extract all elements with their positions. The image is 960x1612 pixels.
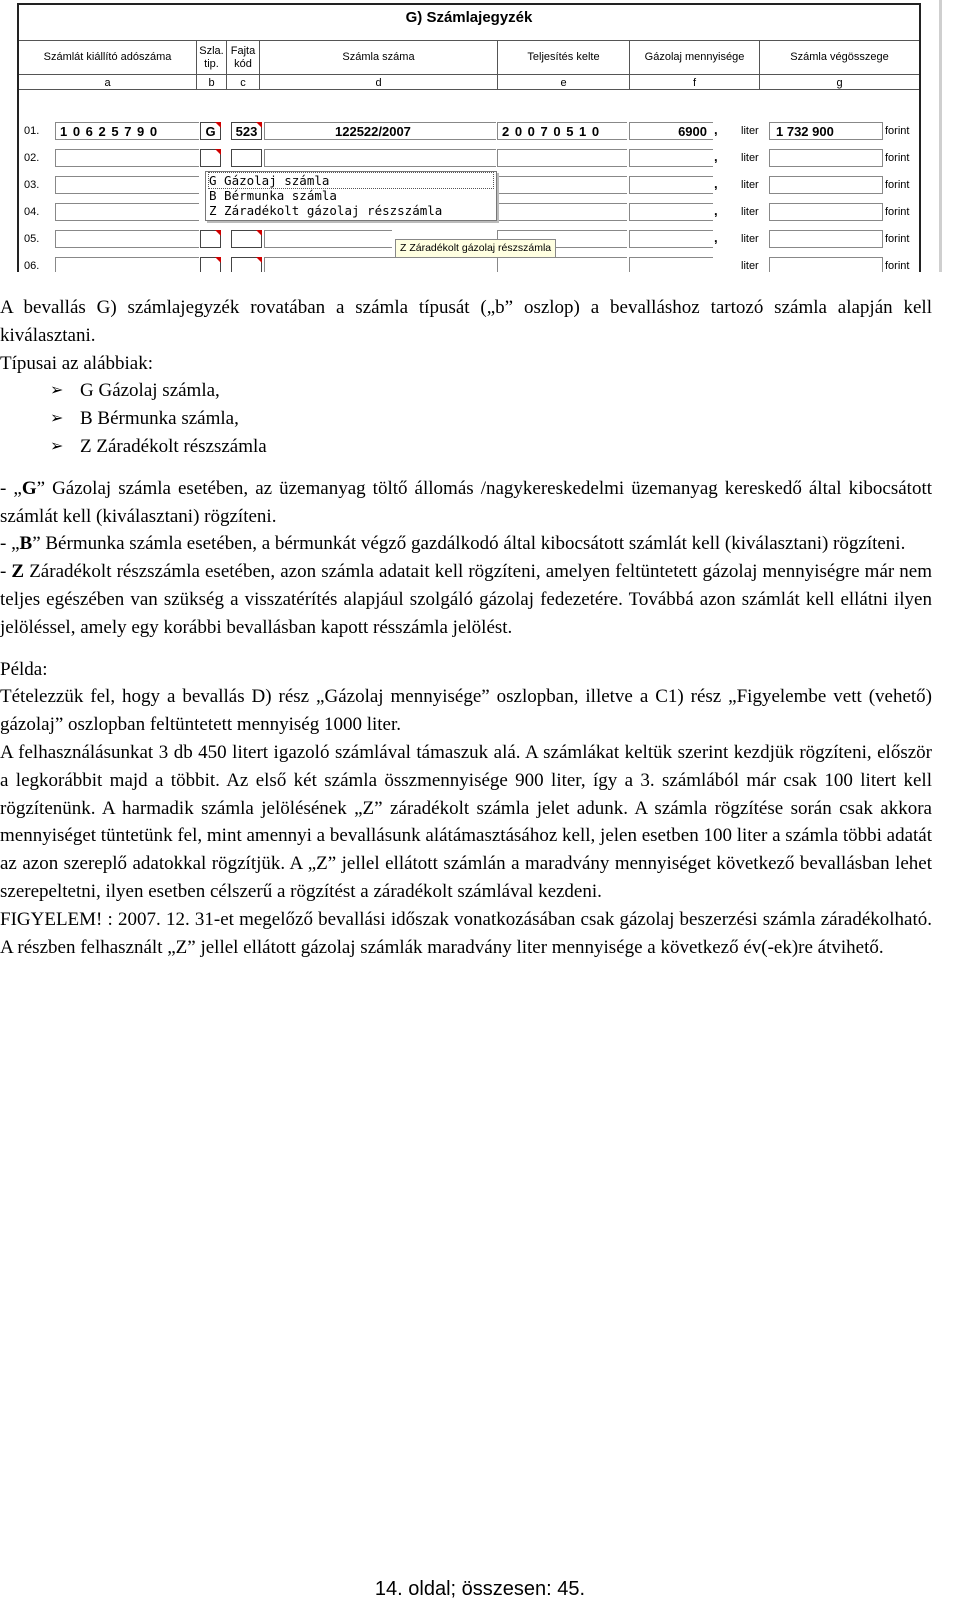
quantity-input[interactable] — [629, 257, 713, 272]
b-type-paragraph: - „B” Bérmunka számla esetében, a bérmunkát végző gazdálkodó által kibocsátott számlát kell (kiválasztani) rögzíteni. — [0, 533, 906, 555]
quantity-input[interactable] — [629, 203, 713, 221]
completion-date-input[interactable]: 2 0 0 7 0 5 1 0 — [497, 122, 627, 140]
invoice-number-input[interactable] — [264, 257, 496, 272]
table-row — [19, 146, 919, 173]
invoice-type-select[interactable]: G — [200, 122, 221, 140]
row-number: 02. — [24, 152, 40, 164]
example-paragraph: Tételezzük fel, hogy a bevallás D) rész „Gázolaj mennyisége” oszlopban, illetve a C1) rész „Figyelembe vett (vehető) gázolaj” oszlopban feltüntetett mennyiség 1000 liter. — [0, 686, 932, 736]
unit-label: liter — [741, 233, 759, 245]
warning-paragraph: FIGYELEM! : 2007. 12. 31-et megelőző bevallási időszak vonatkozásában csak gázolaj beszerzési számla záradékolható. A részben felhasznált „Z” jellel ellátott gázolaj számlák maradvány liter mennyisége a következő év(-ek)re átvihető. — [0, 908, 932, 958]
completion-date-input[interactable] — [497, 203, 627, 221]
list-item: ➢ Z Záradékolt részszámla — [0, 433, 932, 461]
tax-number-input[interactable] — [55, 149, 199, 167]
completion-date-input[interactable] — [497, 149, 627, 167]
column-header-invoice-total: Számla végösszege — [759, 40, 919, 74]
intro-paragraph: A bevallás G) számlajegyzék rovatában a számla típusát („b” oszlop) a bevalláshoz tartozó számla alapján kell kiválasztani. — [0, 297, 932, 346]
quantity-input[interactable] — [629, 230, 713, 248]
column-header-kind-code: Fajta kód — [226, 40, 259, 74]
currency-label: forint — [885, 125, 910, 137]
row-number: 06. — [24, 260, 40, 272]
column-letter-e: e — [497, 74, 629, 90]
dropdown-option-b[interactable]: B Bérmunka számla — [209, 188, 337, 203]
kind-code-input[interactable]: 523 — [231, 122, 262, 140]
currency-label: forint — [885, 179, 910, 191]
document-body — [0, 294, 932, 961]
unit-label: liter — [741, 125, 759, 137]
completion-date-input[interactable] — [497, 257, 627, 272]
column-letter-f: f — [629, 74, 759, 90]
tax-number-input[interactable] — [55, 203, 199, 221]
column-header-tax-number: Számlát kiállító adószáma — [19, 40, 196, 74]
decimal-comma: , — [714, 230, 718, 245]
total-input[interactable]: 1 732 900 — [769, 122, 883, 140]
dropdown-marker-icon — [256, 122, 262, 128]
scrollbar[interactable] — [939, 0, 942, 272]
kind-code-input[interactable] — [231, 149, 262, 167]
column-letter-a: a — [19, 74, 196, 90]
column-header-invoice-number: Számla száma — [259, 40, 497, 74]
tax-number-input[interactable] — [55, 230, 199, 248]
g-type-paragraph: - „G” Gázolaj számla esetében, az üzemanyag töltő állomás /nagykereskedelmi üzemanyag kereskedő által kibocsátott számlát kell (kiválasztani) rögzíteni. — [0, 477, 932, 527]
total-input[interactable] — [769, 230, 883, 248]
total-input[interactable] — [769, 176, 883, 194]
column-letter-d: d — [259, 74, 497, 90]
invoice-list-form — [17, 3, 921, 272]
invoice-number-input[interactable] — [264, 230, 392, 248]
form-title: G) Számlajegyzék — [405, 9, 533, 26]
dropdown-marker-icon — [215, 122, 221, 128]
decimal-comma: , — [714, 122, 718, 137]
quantity-input[interactable]: 6900 — [629, 122, 713, 140]
dropdown-option-g[interactable]: G Gázolaj számla — [209, 173, 493, 188]
dropdown-option-z[interactable]: Z Záradékolt gázolaj részszámla — [209, 203, 443, 218]
example-paragraph-2: A felhasználásunkat 3 db 450 litert igazoló számlával támaszuk alá. A számlákat keltük szerint kezdjük rögzíteni, először a legkorábbit majd a többit. Az első két számla összmennyisége 900 liter, így a 3. számlából már csak 100 litert kell rögzítenünk. A harmadik számla jelölésének „Z” záradékolt számla jelet adunk. A számla rögzítése során csak akkora mennyiséget tüntetünk fel, mint amennyi a bevallásunk alátámasztásához kell, jelen esetben 100 liter a számla többi adatát az azon szereplő adatokkal rögzítjük. A „Z” jellel ellátott számlán a maradvány mennyiséget következő bevallásban lehet szerepeltetni, ilyen esetben célszerű a rögzítést a záradékolt számlával kezdeni. — [0, 741, 932, 902]
currency-label: forint — [885, 152, 910, 164]
example-label: Példa: — [0, 658, 48, 680]
completion-date-input[interactable] — [497, 176, 627, 194]
quantity-input[interactable] — [629, 176, 713, 194]
decimal-comma: , — [714, 203, 718, 218]
total-input[interactable] — [769, 257, 883, 272]
quantity-input[interactable] — [629, 149, 713, 167]
dropdown-marker-icon — [215, 257, 221, 263]
currency-label: forint — [885, 206, 910, 218]
row-number: 01. — [24, 125, 40, 137]
total-input[interactable] — [769, 149, 883, 167]
dropdown-marker-icon — [215, 149, 221, 155]
list-item: ➢ G Gázolaj számla, — [0, 377, 932, 405]
arrow-bullet-icon: ➢ — [50, 382, 64, 400]
form-screenshot — [14, 0, 942, 272]
currency-label: forint — [885, 260, 910, 272]
tax-number-input[interactable] — [55, 257, 199, 272]
tax-number-input[interactable] — [55, 176, 199, 194]
column-header-diesel-quantity: Gázolaj mennyisége — [629, 40, 759, 74]
row-number: 05. — [24, 233, 40, 245]
row-number: 04. — [24, 206, 40, 218]
dropdown-marker-icon — [215, 230, 221, 236]
unit-label: liter — [741, 260, 759, 272]
unit-label: liter — [741, 206, 759, 218]
z-type-paragraph: - Z Záradékolt részszámla esetében, azon számla adatait kell rögzíteni, amelyen feltüntetett gázolaj mennyiségre már nem teljes egészében van szükség a visszatérítés alapjául szolgáló gázolaj fedezetére. Továbbá azon számlát kell ellátni ilyen jelöléssel, amely egy korábbi bevallásban kapott résszámla jelölést. — [0, 561, 932, 638]
currency-label: forint — [885, 233, 910, 245]
row-number: 03. — [24, 179, 40, 191]
table-row — [19, 119, 919, 146]
types-intro: Típusai az alábbiak: — [0, 352, 153, 374]
column-letter-g: g — [759, 74, 919, 90]
column-header-completion-date: Teljesítés kelte — [497, 40, 629, 74]
dropdown-marker-icon — [256, 257, 262, 263]
unit-label: liter — [741, 179, 759, 191]
list-item: ➢ B Bérmunka számla, — [0, 405, 932, 433]
tooltip: Z Záradékolt gázolaj részszámla — [395, 239, 556, 258]
column-header-invoice-type: Szla. tip. — [196, 40, 226, 74]
unit-label: liter — [741, 152, 759, 164]
column-letter-b: b — [196, 74, 226, 90]
column-letter-c: c — [226, 74, 259, 90]
decimal-comma: , — [714, 176, 718, 191]
arrow-bullet-icon: ➢ — [50, 410, 64, 428]
dropdown-marker-icon — [256, 230, 262, 236]
total-input[interactable] — [769, 203, 883, 221]
arrow-bullet-icon: ➢ — [50, 437, 64, 455]
invoice-number-input[interactable]: 122522/2007 — [264, 122, 496, 140]
invoice-type-dropdown-list[interactable] — [205, 171, 497, 221]
invoice-number-input[interactable] — [264, 149, 496, 167]
tax-number-input[interactable]: 1 0 6 2 5 7 9 0 — [55, 122, 199, 140]
decimal-comma: , — [714, 149, 718, 164]
page-footer: 14. oldal; összesen: 45. — [374, 1578, 586, 1600]
